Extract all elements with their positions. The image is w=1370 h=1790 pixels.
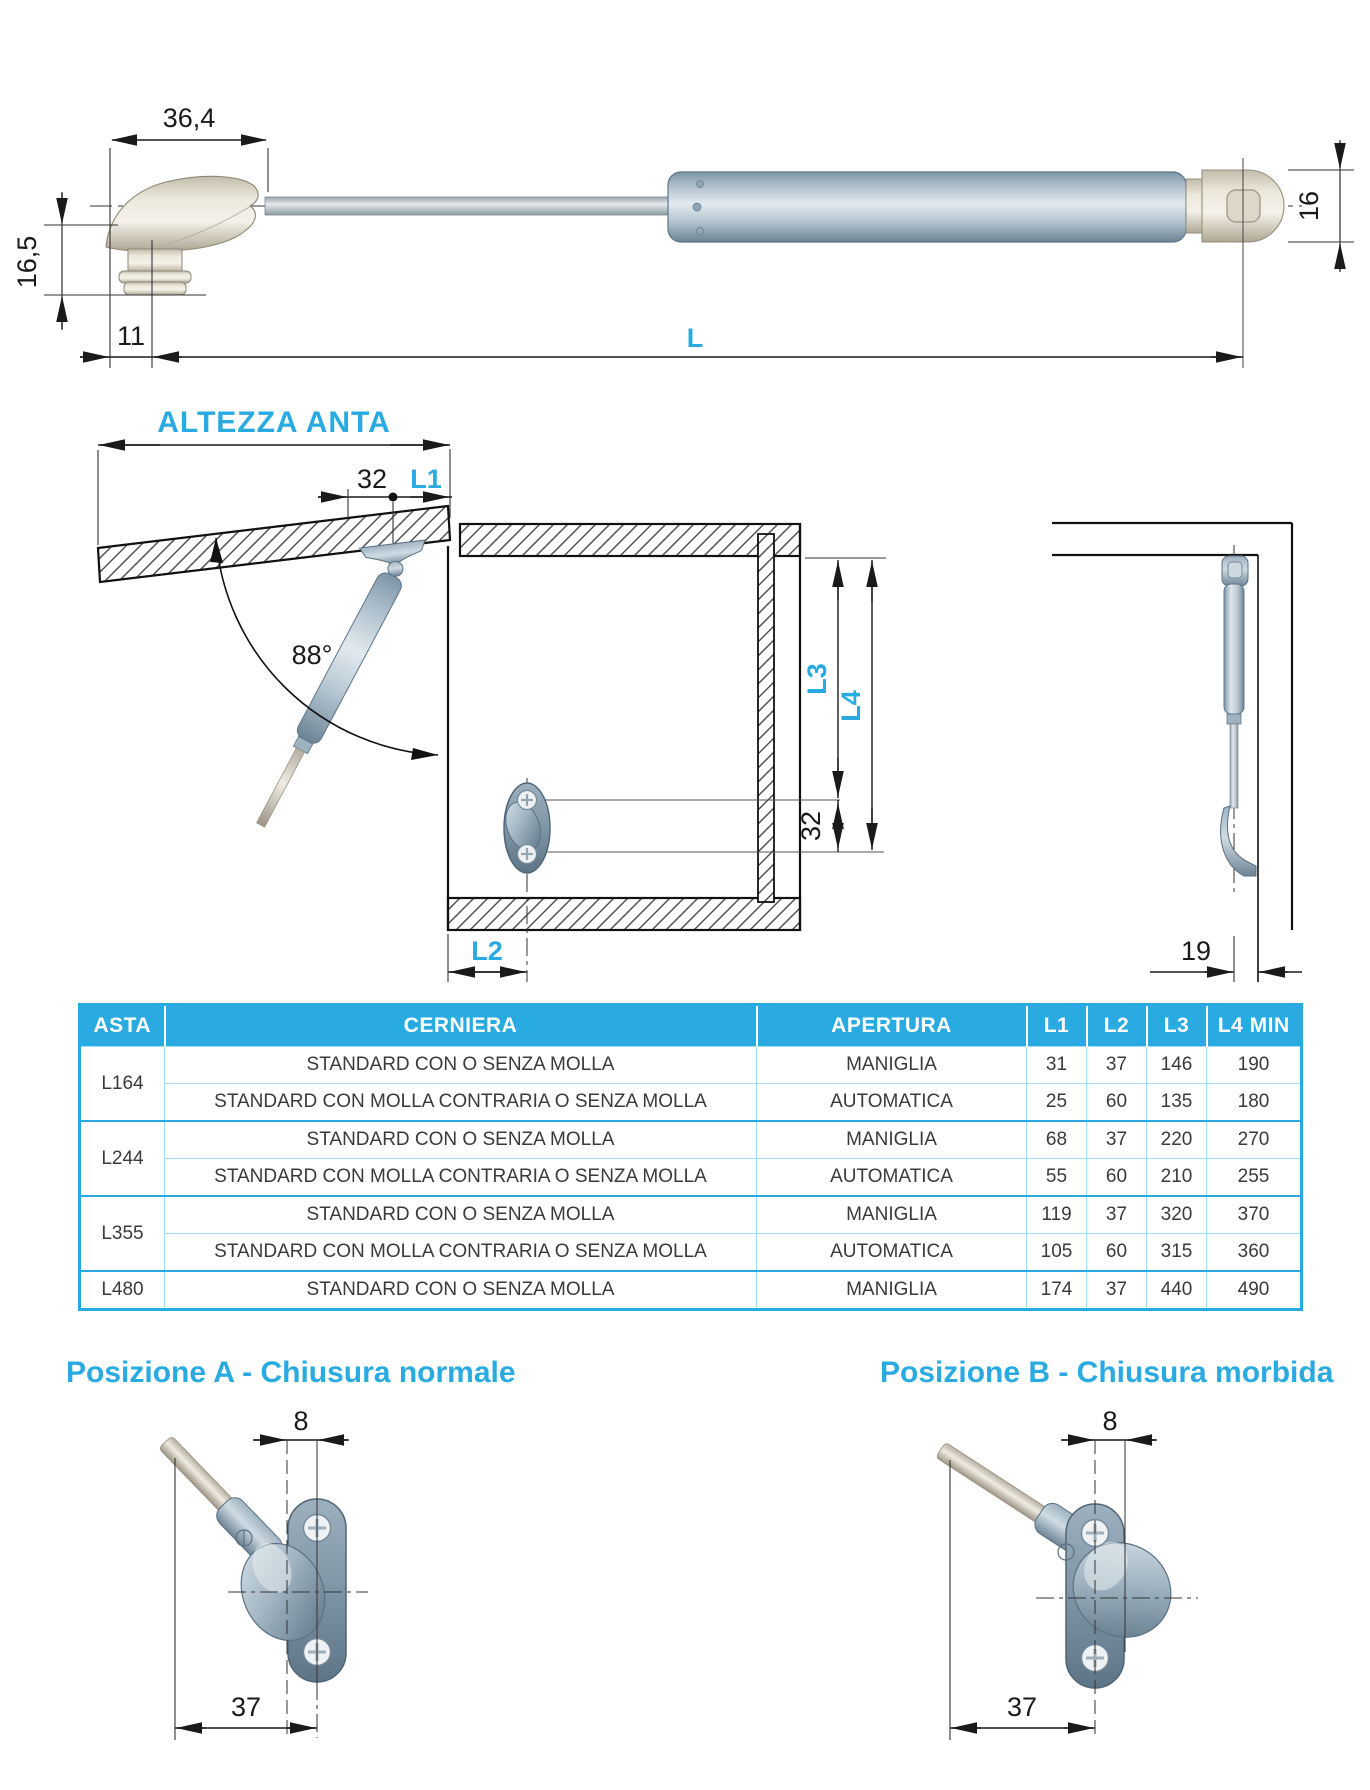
- svg-text:L1: L1: [410, 464, 442, 494]
- dimension-bracket-spacing: [796, 800, 838, 852]
- svg-text:L2: L2: [471, 936, 503, 966]
- l4-cell: 370: [1207, 1196, 1302, 1234]
- col-header-asta: ASTA: [80, 1005, 165, 1047]
- side-view-rod: [1230, 724, 1238, 808]
- apertura-cell: MANIGLIA: [757, 1121, 1027, 1159]
- l1-cell: 119: [1027, 1196, 1087, 1234]
- side-view-cylinder: [1224, 584, 1244, 714]
- table-row: [80, 1271, 1302, 1310]
- svg-text:L4: L4: [836, 690, 866, 722]
- cerniera-cell: STANDARD CON O SENZA MOLLA: [165, 1121, 757, 1159]
- col-header-apertura: APERTURA: [757, 1005, 1027, 1047]
- asta-cell: L480: [80, 1271, 165, 1310]
- cerniera-cell: STANDARD CON O SENZA MOLLA: [165, 1047, 757, 1084]
- l3-cell: 320: [1147, 1196, 1207, 1234]
- svg-text:L: L: [686, 323, 704, 353]
- position-b-title: Posizione B - Chiusura morbida: [880, 1356, 1334, 1389]
- col-header-l2: L2: [1087, 1005, 1147, 1047]
- l4-cell: 255: [1207, 1159, 1302, 1197]
- side-view-top-fitting-slot: [1228, 562, 1242, 578]
- asta-cell: L164: [80, 1047, 165, 1122]
- l4-cell: 490: [1207, 1271, 1302, 1310]
- l4-cell: 190: [1207, 1047, 1302, 1084]
- cerniera-cell: STANDARD CON O SENZA MOLLA: [165, 1196, 757, 1234]
- head-stem-ring: [119, 271, 191, 283]
- l2-cell: 37: [1087, 1121, 1147, 1159]
- l1-cell: 25: [1027, 1084, 1087, 1122]
- l1-cell: 31: [1027, 1047, 1087, 1084]
- position-a-drawing: [159, 1406, 368, 1740]
- l4-cell: 270: [1207, 1121, 1302, 1159]
- svg-text:8: 8: [1102, 1406, 1118, 1436]
- gas-strut-cylinder: [668, 172, 1186, 242]
- installation-section-view: [98, 406, 886, 982]
- l2-cell: 37: [1087, 1271, 1147, 1310]
- l1-cell: 174: [1027, 1271, 1087, 1310]
- asta-cell: L355: [80, 1196, 165, 1271]
- l2-cell: 37: [1087, 1047, 1147, 1084]
- bracket-screw: [518, 845, 537, 864]
- l3-cell: 315: [1147, 1234, 1207, 1272]
- table-header-row: [80, 1005, 1302, 1047]
- apertura-cell: AUTOMATICA: [757, 1234, 1027, 1272]
- table-row: [80, 1121, 1302, 1159]
- svg-text:11: 11: [116, 321, 146, 351]
- l2-cell: 60: [1087, 1084, 1147, 1122]
- l3-cell: 220: [1147, 1121, 1207, 1159]
- svg-text:8: 8: [293, 1406, 309, 1436]
- l3-cell: 440: [1147, 1271, 1207, 1310]
- col-header-l4min: L4 MIN: [1207, 1005, 1302, 1047]
- dimension-offset-and-length: [80, 240, 1243, 368]
- spec-table: [78, 1003, 1303, 1311]
- l3-cell: 146: [1147, 1047, 1207, 1084]
- table-row: [80, 1196, 1302, 1234]
- col-header-l1: L1: [1027, 1005, 1087, 1047]
- svg-text:16,5: 16,5: [12, 235, 42, 289]
- asta-cell: L244: [80, 1121, 165, 1196]
- svg-text:37: 37: [1006, 1692, 1038, 1722]
- svg-text:88°: 88°: [291, 640, 333, 670]
- svg-text:36,4: 36,4: [162, 103, 216, 133]
- apertura-cell: MANIGLIA: [757, 1196, 1027, 1234]
- side-view-collar: [1227, 714, 1241, 724]
- svg-text:16: 16: [1294, 190, 1324, 222]
- wall-mount-bracket: [500, 783, 550, 873]
- l1-cell: 55: [1027, 1159, 1087, 1197]
- dimension-19: [1150, 936, 1302, 982]
- svg-text:ALTEZZA ANTA: ALTEZZA ANTA: [157, 406, 391, 439]
- dimension-l4: [836, 560, 872, 850]
- cerniera-cell: STANDARD CON O SENZA MOLLA: [165, 1271, 757, 1310]
- apertura-cell: AUTOMATICA: [757, 1084, 1027, 1122]
- table-row: [80, 1047, 1302, 1084]
- gas-strut-rod: [265, 197, 670, 215]
- svg-text:32: 32: [356, 464, 388, 494]
- cabinet-back-panel: [758, 534, 774, 902]
- l4-cell: 180: [1207, 1084, 1302, 1122]
- l2-cell: 60: [1087, 1234, 1147, 1272]
- cabinet-top-panel: [460, 524, 800, 556]
- dimension-l3: [802, 560, 838, 798]
- gas-strut-installed: [249, 570, 404, 831]
- dimension-eyelet-height: [1288, 140, 1354, 272]
- apertura-cell: MANIGLIA: [757, 1271, 1027, 1310]
- apertura-cell: MANIGLIA: [757, 1047, 1027, 1084]
- svg-text:32: 32: [796, 810, 826, 842]
- position-b-drawing: [936, 1406, 1198, 1740]
- head-stem-base: [124, 282, 186, 295]
- position-a-title: Posizione A - Chiusura normale: [66, 1356, 516, 1389]
- col-header-l3: L3: [1147, 1005, 1207, 1047]
- side-view: [1052, 523, 1302, 982]
- l1-cell: 105: [1027, 1234, 1087, 1272]
- l1-cell: 68: [1027, 1121, 1087, 1159]
- side-view-bracket-hook: [1221, 806, 1256, 876]
- l2-cell: 60: [1087, 1159, 1147, 1197]
- table-row: [80, 1234, 1302, 1272]
- svg-text:19: 19: [1180, 936, 1212, 966]
- dimension-l2: [448, 934, 527, 982]
- svg-text:L3: L3: [802, 663, 832, 695]
- table-row: [80, 1084, 1302, 1122]
- bracket-screw: [518, 791, 537, 810]
- eyelet-collar: [1186, 179, 1202, 233]
- table-row: [80, 1159, 1302, 1197]
- gas-strut-head-fitting: [106, 176, 258, 251]
- cerniera-cell: STANDARD CON MOLLA CONTRARIA O SENZA MOLLA: [165, 1084, 757, 1122]
- col-header-cerniera: CERNIERA: [165, 1005, 757, 1047]
- head-stem-neck: [128, 249, 182, 273]
- l3-cell: 210: [1147, 1159, 1207, 1197]
- l4-cell: 360: [1207, 1234, 1302, 1272]
- cerniera-cell: STANDARD CON MOLLA CONTRARIA O SENZA MOLLA: [165, 1234, 757, 1272]
- l2-cell: 37: [1087, 1196, 1147, 1234]
- strut-elevation-drawing: [12, 103, 1354, 368]
- l3-cell: 135: [1147, 1084, 1207, 1122]
- svg-text:37: 37: [230, 1692, 262, 1722]
- cerniera-cell: STANDARD CON MOLLA CONTRARIA O SENZA MOLLA: [165, 1159, 757, 1197]
- cabinet-bottom-panel: [448, 898, 800, 930]
- apertura-cell: AUTOMATICA: [757, 1159, 1027, 1197]
